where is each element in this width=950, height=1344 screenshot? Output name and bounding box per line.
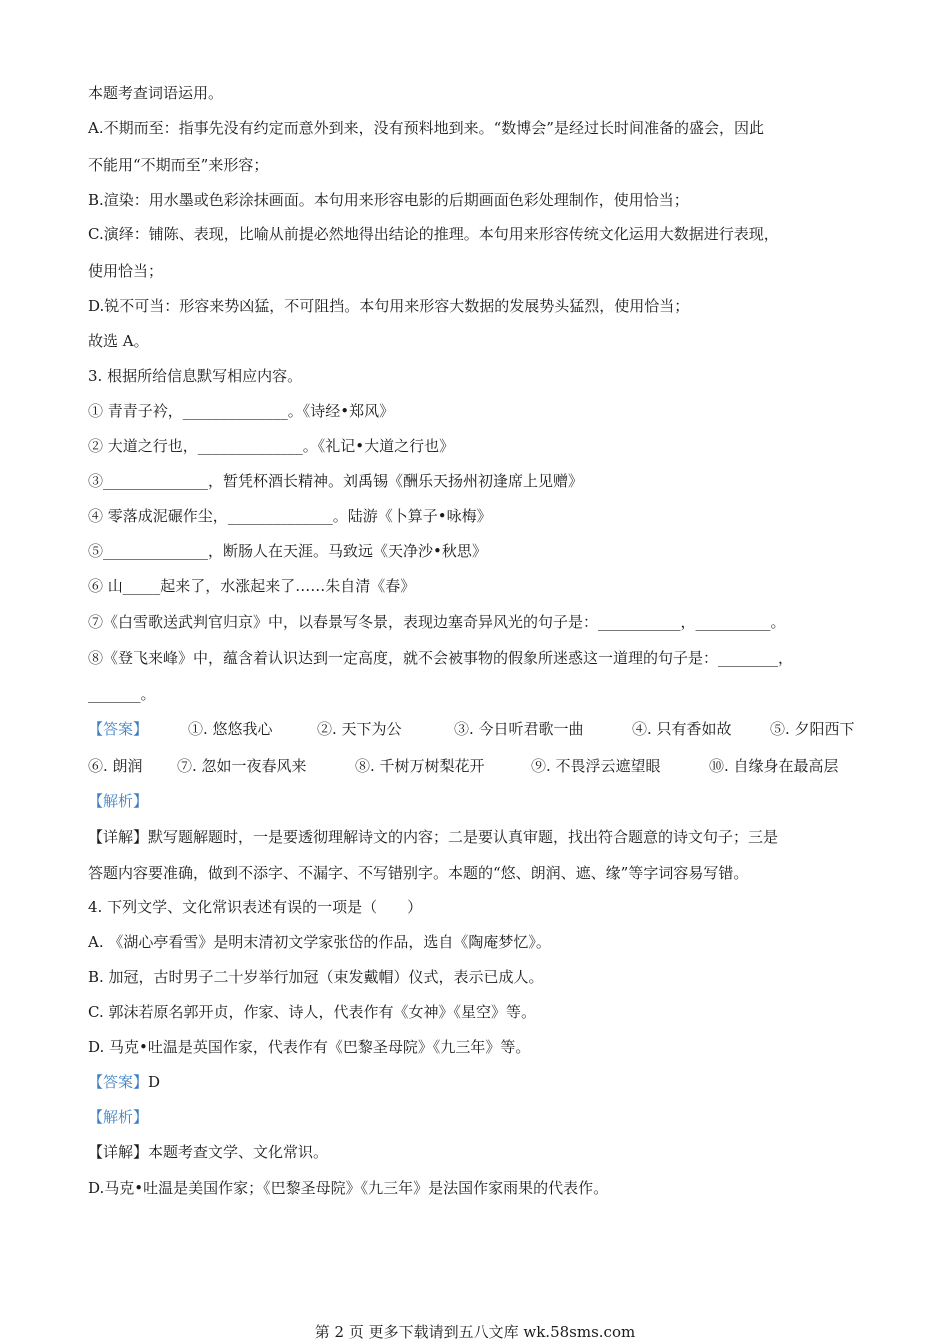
question-3-item: ④ 零落成泥碾作尘，______________。陆游《卜算子•咏梅》 [88, 507, 492, 525]
answer-item: ②. 天下为公 [317, 720, 402, 738]
answer-label: 【答案】 [88, 720, 149, 738]
answer-item: ①. 悠悠我心 [188, 720, 273, 738]
text-line: 故选 A。 [88, 332, 149, 350]
question-3-item: ③______________，暂凭杯酒长精神。刘禹锡《酬乐天扬州初逢席上见赠》 [88, 472, 584, 490]
question-4-option: D. 马克•吐温是英国作家，代表作有《巴黎圣母院》《九三年》等。 [88, 1038, 531, 1056]
detail-line: 【详解】默写题解题时，一是要透彻理解诗文的内容；二是要认真审题，找出符合题意的诗文句子；三是 [88, 828, 779, 846]
analysis-label: 【解析】 [88, 1108, 149, 1126]
answer-item: ⑦. 忽如一夜春风来 [177, 757, 307, 775]
text-line: 使用恰当； [88, 262, 164, 280]
question-3-item: ② 大道之行也，______________。《礼记•大道之行也》 [88, 437, 455, 455]
text-line: D.锐不可当：形容来势凶猛，不可阻挡。本句用来形容大数据的发展势头猛烈，使用恰当； [88, 297, 690, 315]
detail-line: D.马克•吐温是美国作家；《巴黎圣母院》《九三年》是法国作家雨果的代表作。 [88, 1179, 609, 1197]
answer-item: ⑤. 夕阳西下 [770, 720, 855, 738]
answer-label: 【答案】 [88, 1073, 149, 1091]
text-line: 本题考查词语运用。 [88, 84, 224, 102]
detail-line: 答题内容要准确，做到不添字、不漏字、不写错别字。本题的“悠、朗润、遮、缘”等字词容易写错。 [88, 864, 749, 882]
answer-item: ③. 今日听君歌一曲 [454, 720, 584, 738]
answer-item: ⑥. 朗润 [88, 757, 143, 775]
question-3-title: 3. 根据所给信息默写相应内容。 [88, 367, 303, 385]
question-3-item: ① 青青子衿，______________。《诗经•郑风》 [88, 402, 395, 420]
question-3-item: _______。 [88, 685, 156, 703]
page-footer: 第 2 页 更多下载请到五八文库 wk.58sms.com [314, 1323, 636, 1341]
question-3-item: ⑦《白雪歌送武判官归京》中，以春景写冬景，表现边塞奇异风光的句子是：___________，__________。 [88, 613, 786, 631]
question-4-option: B. 加冠，古时男子二十岁举行加冠（束发戴帽）仪式，表示已成人。 [88, 968, 544, 986]
answer-item: ④. 只有香如故 [632, 720, 732, 738]
answer-item: ⑨. 不畏浮云遮望眼 [531, 757, 661, 775]
answer-item: ⑩. 自缘身在最高层 [709, 757, 839, 775]
answer-value: D [148, 1073, 161, 1091]
question-4-option: C. 郭沫若原名郭开贞，作家、诗人，代表作有《女神》《星空》等。 [88, 1003, 536, 1021]
analysis-label: 【解析】 [88, 792, 149, 810]
answer-row [88, 719, 855, 739]
detail-line: 【详解】本题考查文学、文化常识。 [88, 1143, 329, 1161]
text-line: A.不期而至：指事先没有约定而意外到来，没有预料地到来。“数博会”是经过长时间准备的盛会，因此 [88, 119, 764, 137]
answer-4-row [88, 1072, 160, 1092]
answer-row [88, 756, 839, 776]
question-3-item: ⑧《登飞来峰》中，蕴含着认识达到一定高度，就不会被事物的假象所迷惑这一道理的句子是：________， [88, 649, 794, 667]
text-line: C.演绎：铺陈、表现，比喻从前提必然地得出结论的推理。本句用来形容传统文化运用大数据进行表现， [88, 225, 779, 243]
answer-item: ⑧. 千树万树梨花开 [355, 757, 485, 775]
question-4-option: A. 《湖心亭看雪》是明末清初文学家张岱的作品，选自《陶庵梦忆》。 [88, 933, 551, 951]
text-line: 不能用“不期而至”来形容； [88, 156, 269, 174]
question-4-title: 4. 下列文学、文化常识表述有误的一项是（ ） [88, 898, 423, 916]
question-3-item: ⑤______________，断肠人在天涯。马致远《天净沙•秋思》 [88, 542, 487, 560]
question-3-item: ⑥ 山_____起来了，水涨起来了……朱自清《春》 [88, 577, 416, 595]
text-line: B.渲染：用水墨或色彩涂抹画面。本句用来形容电影的后期画面色彩处理制作，使用恰当； [88, 191, 689, 209]
